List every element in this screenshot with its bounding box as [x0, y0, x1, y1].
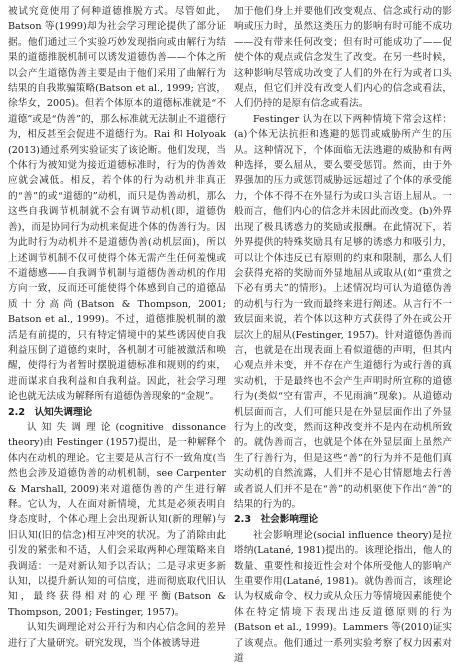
left-paragraph-3: 认知失调理论对公开行为和内心信念间的差异进行了大量研究。研究发现，当个体被诱导进	[8, 622, 226, 649]
left-paragraph-1: 被试究竟使用了何种道德推脱方式。尽管如此，Batson 等(1999)却为社会学习理论提供了部分证据。他们通过三个实验巧妙发现指向或由解行为结果的道德推脱机制可以诱发道德伪善——个体之所以会产生道德伪善主要是由于他们采用了曲解行为结果的自我欺骗策略(Batson et al., 1999; 宫波，徐华女，2005)。但若个体原本的道德标准就是“不道德”或是“伪善”的，那么标准就无法制止不道德行为，相反甚至会促进不道德行为。Rai 和 Holyoak (2013)通过系列实验证实了该论断。他们发现，当个体行为被知觉为接近道德标准时，行为的伪善效应就会减低。相反，若个体的行为动机并非真正的“善”的或“道德的”动机，而只是伪善动机，那么这些自我调节机制就不会有调节动机(即，道德伪善)，而是协同行为动机来促进个体的伪善行为。因为此时行为动机并不是道德伪善(动机层面)，所以上述调节机制不仅可使得个体无需产生任何羞愧或不道德感——自我调节机制与道德伪善动机的作用方向一致，反而还可能使得个体感到自己的道德品质十分高尚(Batson & Thompson, 2001; Batson et al., 1999)。不过，道德推脱机制的激活是有前提的，只有特定情境中的某些诱因使自我利益压倒了道德约束时，各机制才可能被激活和唤醒，使得行为者暂时摆脱道德标准和规则的约束，进而谋求自我利益和自我利益。因此，社会学习理论也就无法成为解释所有道德伪善现象的“金规”。	[8, 6, 226, 403]
right-paragraph-2: Festinger 认为在以下两种情境下常会这样：(a)个体无法抗拒和逃避的惩罚或威胁所产生的压从。这种情况下，个体面临无法逃避的威胁和有两种选择，要么屈从，要么要受惩罚。然而，由于外界强加的压力或惩罚威胁远远超过了个体的承受能力，个体不得不在外显行为或口头言语上屈从。一般而言，他们内心的信念并未因此而改变。(b)外界出现了极具诱惑力的奖励或报酬。在此情况下，若外界提供的特殊奖励具有足够的诱惑力和吸引力，可以让个体违反已有原则的约束和限制，那么人们会获得充裕的奖励而外显地屈从或取从(如“重赏之下必有勇夫”的情形)。上述情况均可认为道德伪善的动机与行为一致而最终来进行阐述。从言行不一致层面来说，若个体以这种方式获得了外在或公开层次上的屈从(Festinger, 1957)。针对道德伪善而言，也就是在出现表面上看似道德的声明，但其内心观点并未变，并不存在产生道德行为或行善的真实动机，于是最终也不会产生声明时所宣称的道德行为(类似“空有雷声，不见雨滴”现象)。从道德动机层面而言，人们可能只是在外显层面作出了外显行为上的改变，然而这种改变并不是内在动机所致的。就伪善而言，也就是个体在外显层面上虽然产生了行善行为，但是这些“善”的行为并不是他们真实动机的自然流露，人们并不是心甘情愿地去行善或者说人们并不是在“善”的动机驱使下作出“善”的结果的行为的。	[234, 113, 452, 510]
right-paragraph-1: 加于他们身上并要他们改变观点、信念或行动的影响或压力时，虽然这类压力的影响有时可能不成功——没有带来任何改变；但有时可能成功了——促使个体的观点或信念发生了改变。在另一些时候，这种影响尽管成功改变了人们的外在行为或者口头观点，但它们并没有改变人们内心的信念或看法，人们仍持的是原有信念或看法。	[234, 6, 452, 110]
right-column	[234, 4, 452, 665]
section-heading-2-3: 2.3 社会影响理论	[234, 514, 319, 526]
left-column	[8, 4, 226, 649]
section-heading-2-2: 2.2 认知失调理论	[8, 406, 93, 418]
left-paragraph-2: 认知失调理论(cognitive dissonance theory)由 Festinger (1957)提出，是一种解释个体内在动机的理论。它主要是从言行不一致角度(当然也会涉及道德伪善的动机机制，see Carpenter & Marshall, 2009)来对道德伪善的产生进行解释。它认为，人在面对新情境，尤其是必须表明自身态度时，个体心理上会出现新认知(新的理解)与旧认知(旧的信念)相互冲突的状况。为了消除由此引发的紧张和不适，人们会采取两种心理策略来自我调适：一是对新认知予以否认；二是寻求更多新认知，以提升新认知的可信度，进而彻底取代旧认知，最终获得相对的心理平衡(Batson & Thompson, 2001; Festinger, 1957)。	[8, 421, 226, 618]
right-paragraph-3: 社会影响理论(social influence theory)是拉塔纳(Latané, 1981)提出的。该理论指出，他人的数量、重要性和接近性会对个体所受他人的影响产生重要作用(Latané, 1981)。就伪善而言，该理论认为权威命令、权力或从众压力等情境因素能使个体在特定情境下表现出违反道德原则的行为(Batson et al., 1999)。Lammers 等(2010)证实了该观点。他们通过一系列实验考察了权力因素对道	[234, 529, 452, 665]
